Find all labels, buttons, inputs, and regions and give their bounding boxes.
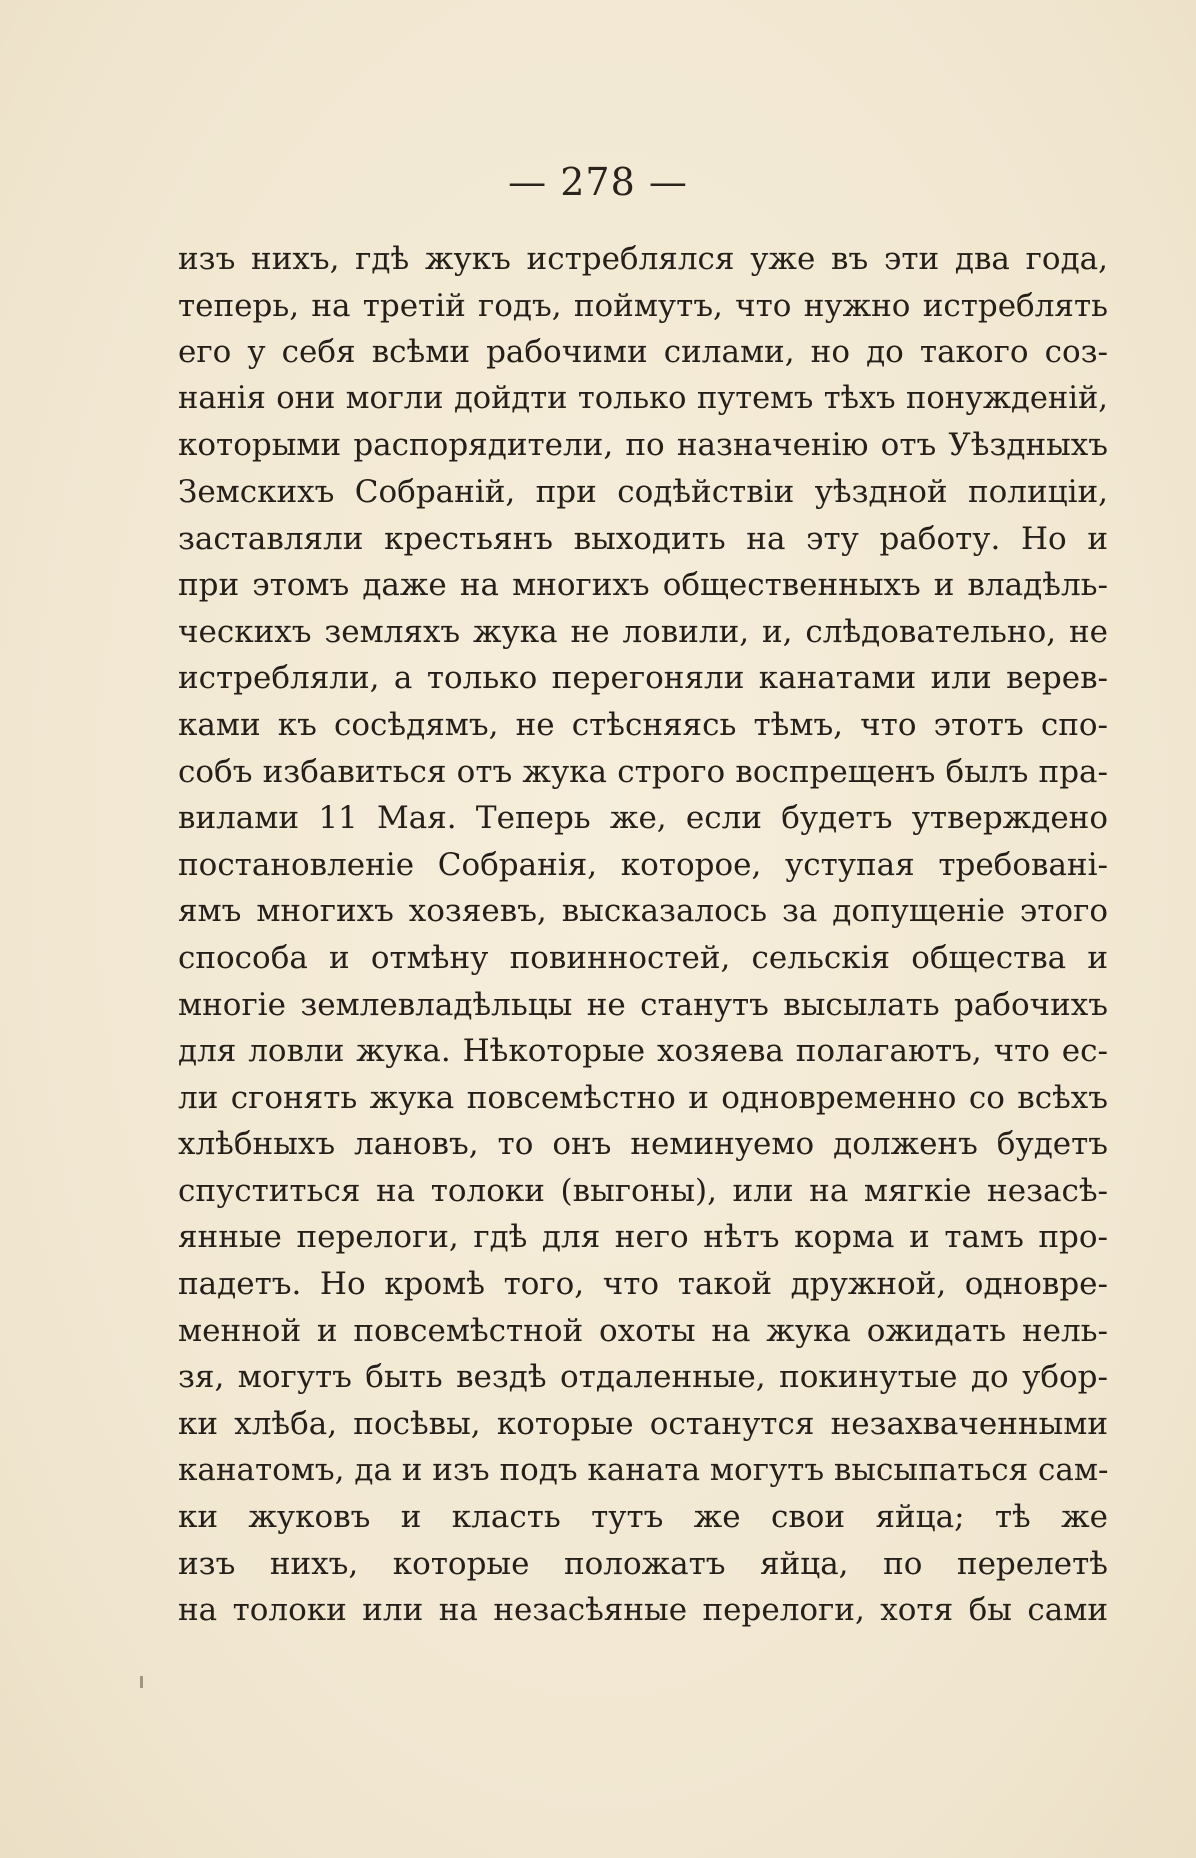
text-line: при этомъ даже на многихъ общественныхъ и владѣль- (178, 567, 1108, 604)
paper-speck (140, 1676, 143, 1688)
text-line: ли сгонять жука повсемѣстно и одновременно со всѣхъ (178, 1079, 1108, 1116)
text-line: способа и отмѣну повинностей, сельскія общества и (178, 939, 1108, 976)
text-line: теперь, на третій годъ, поймутъ, что нужно истреблять (178, 287, 1108, 324)
text-line: на толоки или на незасѣяные перелоги, хотя бы сами (178, 1592, 1108, 1629)
text-line: многіе землевладѣльцы не станутъ высылать рабочихъ (178, 986, 1108, 1023)
text-line: изъ нихъ, гдѣ жукъ истреблялся уже въ эти два года, (178, 241, 1108, 277)
text-line: ямъ многихъ хозяевъ, высказалось за допущеніе этого (178, 893, 1108, 930)
text-line: ками къ сосѣдямъ, не стѣсняясь тѣмъ, что этотъ спо- (178, 706, 1108, 743)
text-line: ческихъ земляхъ жука не ловили, и, слѣдовательно, не (178, 613, 1108, 650)
text-line: ки жуковъ и класть тутъ же свои яйца; тѣ же (178, 1499, 1108, 1536)
text-line: ки хлѣба, посѣвы, которые останутся незахваченными (178, 1405, 1108, 1442)
text-line: истребляли, а только перегоняли канатами или верев- (178, 660, 1108, 697)
text-line: янные перелоги, гдѣ для него нѣтъ корма и тамъ про- (178, 1219, 1108, 1256)
text-line: хлѣбныхъ лановъ, то онъ неминуемо долженъ будетъ (178, 1126, 1108, 1163)
text-line: заставляли крестьянъ выходить на эту работу. Но и (178, 520, 1108, 557)
text-line: нанія они могли дойдти только путемъ тѣхъ понужденій, (178, 380, 1108, 416)
page-number: — 278 — (508, 160, 688, 204)
text-line: собъ избавиться отъ жука строго воспрещенъ былъ пра- (178, 753, 1108, 790)
text-line: постановленіе Собранія, которое, уступая требовані- (178, 846, 1108, 883)
text-line: спуститься на толоки (выгоны), или на мягкіе незасѣ- (178, 1172, 1108, 1209)
text-line: Земскихъ Собраній, при содѣйствіи уѣздной полиціи, (178, 473, 1108, 510)
text-line: его у себя всѣми рабочими силами, но до такого соз- (178, 334, 1108, 371)
text-line: зя, могутъ быть вездѣ отдаленные, покинутые до убор- (178, 1359, 1108, 1396)
text-line: которыми распорядители, по назначенію отъ Уѣздныхъ (178, 427, 1108, 464)
text-line: канатомъ, да и изъ подъ каната могутъ высыпаться сам- (178, 1452, 1108, 1489)
text-line: падетъ. Но кромѣ того, что такой дружной, одновре- (178, 1266, 1108, 1303)
text-line: вилами 11 Мая. Теперь же, если будетъ утверждено (178, 800, 1108, 837)
text-line: изъ нихъ, которые положатъ яйца, по перелетѣ (178, 1545, 1108, 1582)
body-text (178, 236, 1108, 1634)
text-line: для ловли жука. Нѣкоторые хозяева полагаютъ, что ес- (178, 1033, 1108, 1070)
text-line: менной и повсемѣстной охоты на жука ожидать нель- (178, 1312, 1108, 1349)
